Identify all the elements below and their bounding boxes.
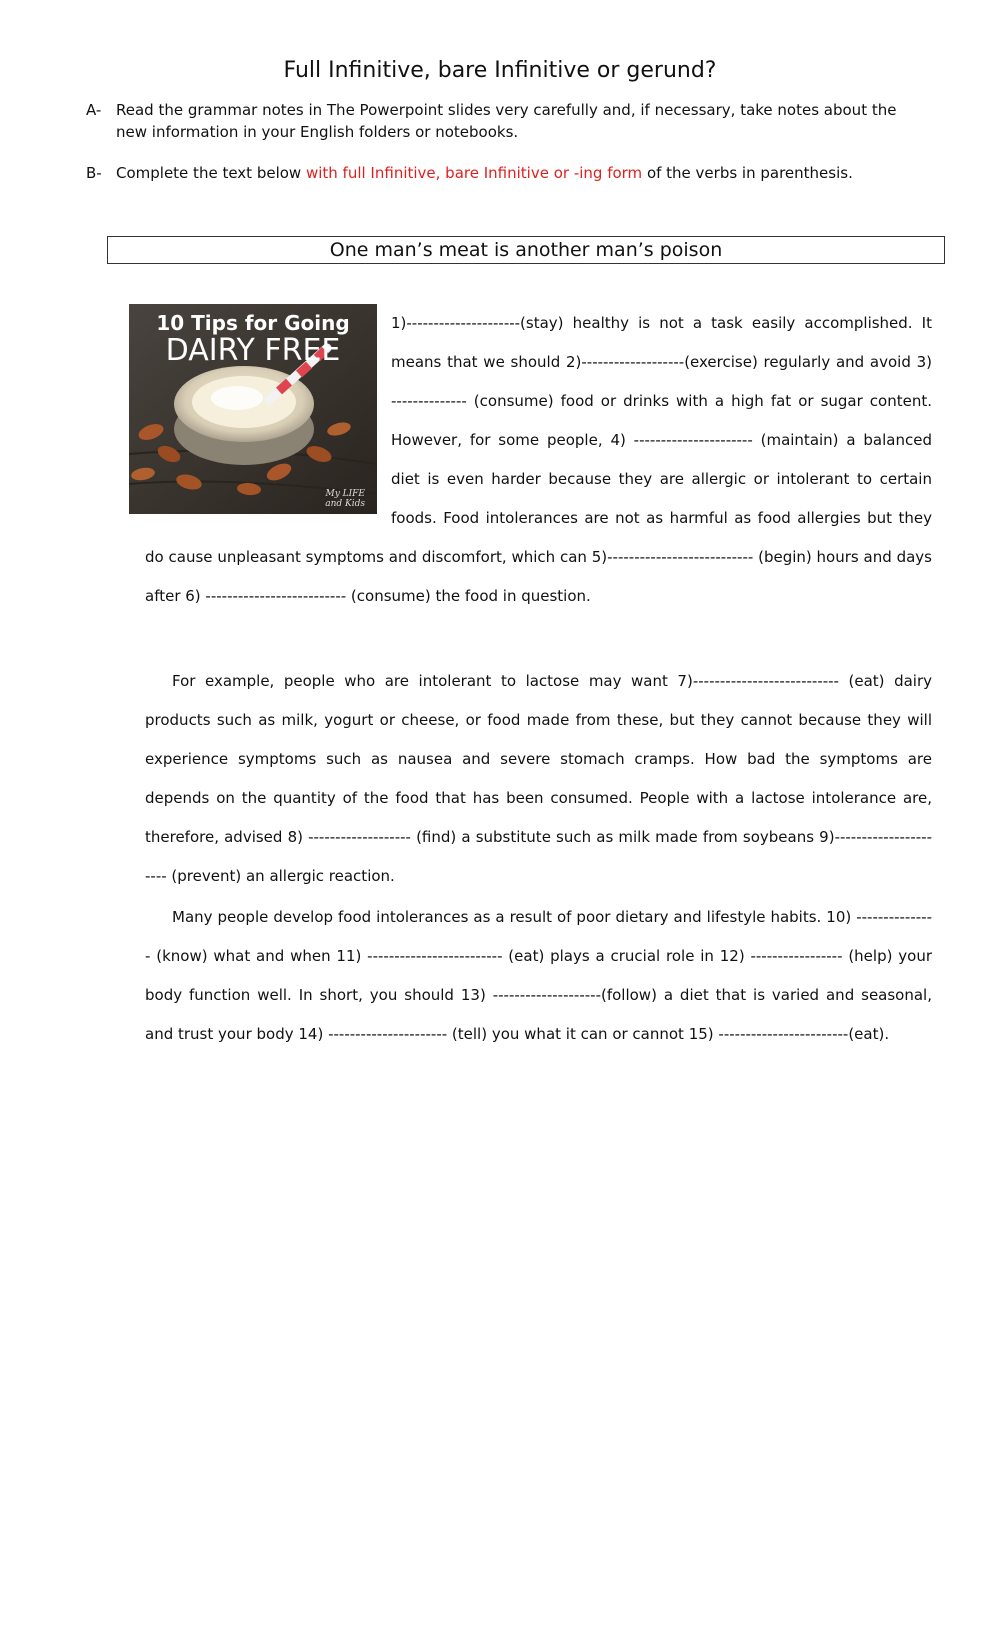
instruction-b-marker: B- xyxy=(86,164,102,182)
paragraph-3 xyxy=(145,898,932,1054)
instruction-b-text xyxy=(86,162,926,184)
paragraph-1-text: 1)---------------------(stay) healthy is not a task easily accomplished. It means that we should 2)-------------------(exercise) regularly and avoid 3) -------------- (consume) food or drinks with a high fat or sugar content. However, for some people, 4) ---------------------- (maintain) a balanced diet is even harder because they are allergic or intolerant to certain foods. Food intolerances are not as harmful as food allergies but they do cause unpleasant symptoms and discomfort, which can 5)--------------------------- (begin) hours and days after 6) -------------------------- (consume) the food in question. xyxy=(145,314,932,605)
paragraph-2-text: For example, people who are intolerant to lactose may want 7)--------------------------- (eat) dairy products such as milk, yogurt or cheese, or food made from these, but they cannot because they will experience symptoms such as nausea and severe stomach cramps. How bad the symptoms are depends on the quantity of the food that has been consumed. People with a lactose intolerance are, therefore, advised 8) ------------------- (find) a substitute such as milk made from soybeans 9)---------------------- (prevent) an allergic reaction. xyxy=(145,672,932,885)
paragraph-2 xyxy=(145,662,932,896)
image-credit-line2: and Kids xyxy=(325,499,365,509)
instruction-b-highlight: with full Infinitive, bare Infinitive or -ing form xyxy=(305,164,643,182)
page-title: Full Infinitive, bare Infinitive or gerund? xyxy=(283,58,717,83)
instruction-b-after: of the verbs in parenthesis. xyxy=(642,164,853,182)
instruction-a-text: Read the grammar notes in The Powerpoint slides very carefully and, if necessary, take notes about the new information in your English folders or notebooks. xyxy=(116,101,897,141)
text-title-box: One man’s meat is another man’s poison xyxy=(107,236,945,264)
instruction-b-before: Complete the text below xyxy=(116,164,306,182)
instruction-b xyxy=(86,162,926,184)
image-float-spacer xyxy=(145,304,391,526)
paragraph-1 xyxy=(145,304,932,616)
image-title-line2: DAIRY FREE xyxy=(165,333,341,368)
instruction-a-marker: A- xyxy=(86,101,102,119)
image-title-line1: 10 Tips for Going xyxy=(156,311,350,335)
instruction-a xyxy=(86,99,926,143)
paragraph-3-text: Many people develop food intolerances as a result of poor dietary and lifestyle habits. 10) --------------- (know) what and when 11) ------------------------- (eat) plays a crucial role in 12) ----------------- (help) your body function well. In short, you should 13) --------------------(follow) a diet that is varied and seasonal, and trust your body 14) ---------------------- (tell) you what it can or cannot 15) ------------------------(eat). xyxy=(145,908,932,1043)
image-credit-line1: My LIFE xyxy=(325,489,365,499)
